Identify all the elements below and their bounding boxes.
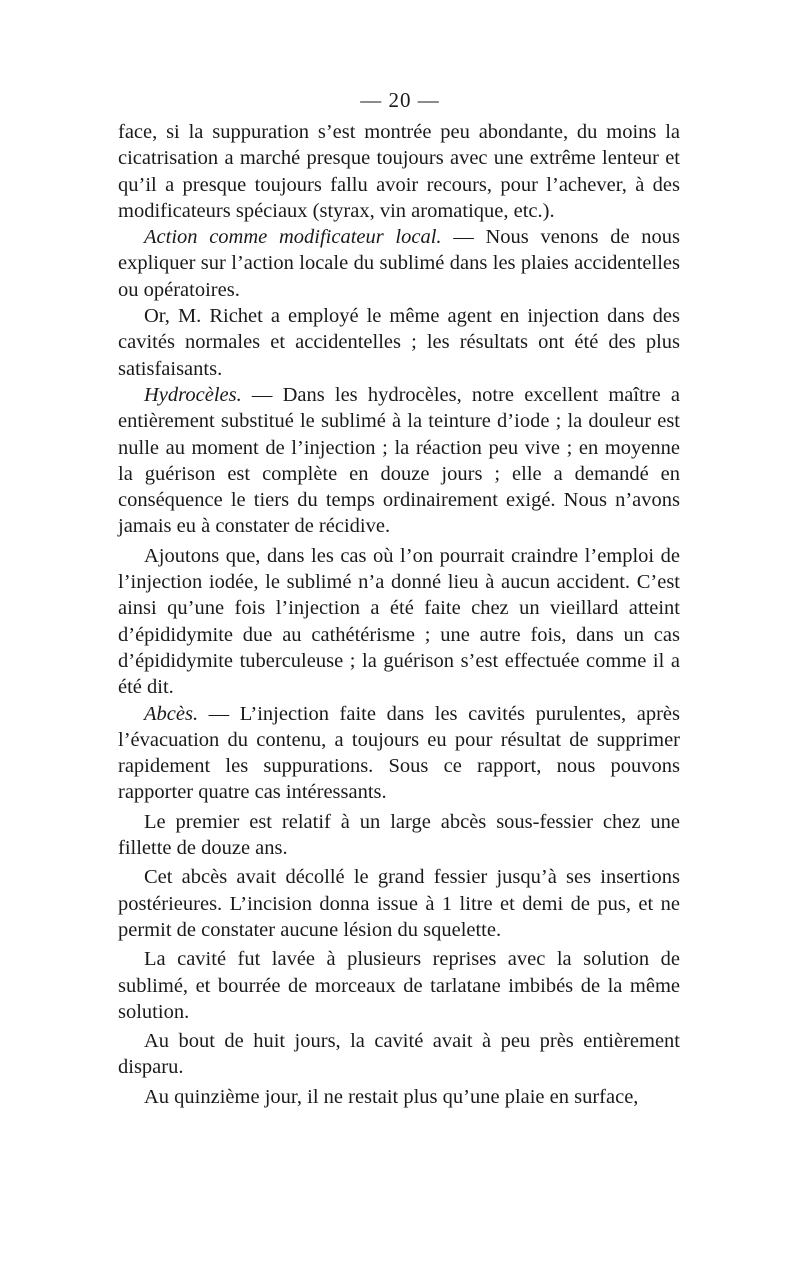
page-number: — 20 — <box>360 88 440 112</box>
section-heading-hydroceles: Hydrocèles. <box>144 383 242 406</box>
paragraph: face, si la suppuration s’est montrée peu abondante, du moins la cicatrisation a marché presque toujours avec une extrême lenteur et qu’il a presque toujours fallu avoir recours, pour l’achever, à des modificateurs spéciaux (styrax, vin aromatique, etc.). <box>118 121 680 222</box>
paragraph <box>118 701 680 806</box>
paragraph: Cet abcès avait décollé le grand fessier jusqu’à ses insertions postérieures. L’incision donna issue à 1 litre et demi de pus, et ne permit de constater aucune lésion du squelette. <box>118 866 680 941</box>
paragraph-text: — Nous venons de nous expliquer sur l’action locale du sublimé dans les plaies accidentelles ou opératoires. <box>118 226 681 301</box>
paragraph: Ajoutons que, dans les cas où l’on pourrait craindre l’emploi de l’injection iodée, le sublimé n’a donné lieu à aucun accident. C’est ainsi qu’une fois l’injection a été faite chez un vieillard atteint d’épididymite due au cathétérisme ; une autre fois, dans un cas d’épididymite tuberculeuse ; la guérison s’est effectuée comme il a été dit. <box>118 544 680 699</box>
section-heading-abces: Abcès. <box>144 702 199 725</box>
paragraph-text: — Dans les hydrocèles, notre excellent maître a entièrement substitué le sublimé à la teinture d’iode ; la douleur est nulle au moment de l’injection ; la réaction peu vive ; en moyenne la guérison est complète en douze jours ; elle a demandé en conséquence le tiers du temps ordinairement exigé. Nous n’avons jamais eu à constater de récidive. <box>118 383 680 538</box>
paragraph-text: — L’injection faite dans les cavités purulentes, après l’évacuation du contenu, a toujours eu pour résultat de supprimer rapidement les suppurations. Sous ce rapport, nous pouvons rapporter quatre cas intéressants. <box>118 702 680 804</box>
paragraph: La cavité fut lavée à plusieurs reprises avec la solution de sublimé, et bourrée de morceaux de tarlatane imbibés de la même solution. <box>118 948 680 1023</box>
paragraph: Au quinzième jour, il ne restait plus qu’une plaie en surface, <box>144 1085 639 1108</box>
section-heading-action-locale: Action comme modificateur local. <box>144 226 442 249</box>
paragraph <box>118 382 680 540</box>
paragraph <box>118 224 680 303</box>
paragraph: Le premier est relatif à un large abcès sous-fessier chez une fillette de douze ans. <box>118 810 680 860</box>
paragraph: Or, M. Richet a employé le même agent en injection dans des cavités normales et accidentelles ; les résultats ont été des plus satisfaisants. <box>118 305 680 380</box>
paragraph: Au bout de huit jours, la cavité avait à peu près entièrement disparu. <box>118 1030 680 1079</box>
body-text <box>118 119 680 1110</box>
